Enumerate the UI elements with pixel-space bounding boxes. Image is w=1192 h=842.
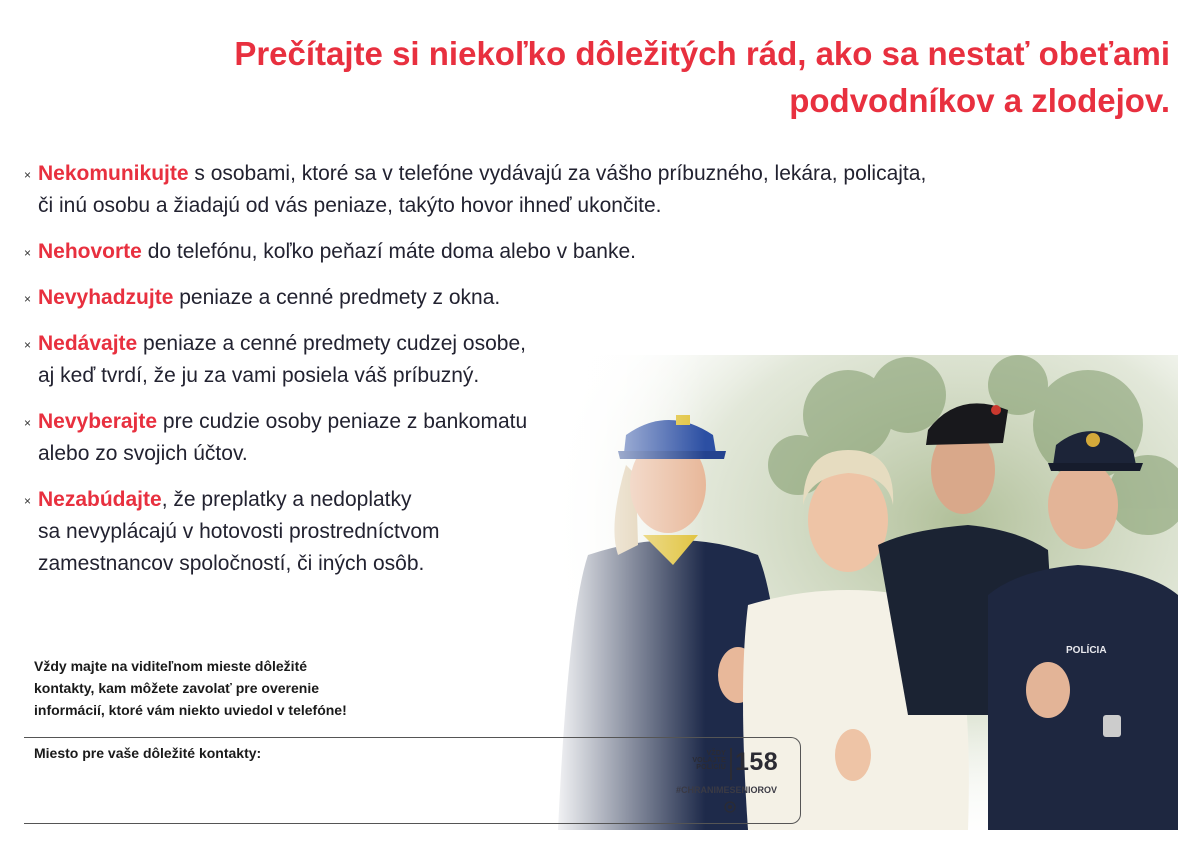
note-line-2: kontakty, kam môžete zavolať pre overenie — [34, 680, 320, 696]
bullet-icon: × — [24, 246, 32, 260]
title-line-1: Prečítajte si niekoľko dôležitých rád, ako sa nestať obeťami — [234, 35, 1170, 72]
rule-item — [24, 236, 1164, 268]
rule-keyword: Nevyberajte — [38, 410, 158, 433]
bullet-icon: × — [24, 416, 32, 430]
divider — [730, 748, 732, 780]
contacts-label: Miesto pre vaše dôležité kontakty: — [34, 745, 262, 761]
rule-keyword: Nedávajte — [38, 332, 138, 355]
rule-keyword: Nehovorte — [38, 240, 142, 263]
bullet-icon: × — [24, 494, 32, 508]
rule-text-line-1: do telefónu, koľko peňazí máte doma alebo v banke. — [141, 240, 636, 263]
rule-text-line-2: aj keď tvrdí, že ju za vami posiela váš príbuzný. — [38, 364, 480, 387]
rule-text-line-1: pre cudzie osoby peniaze z bankomatu — [157, 410, 528, 433]
police-hotline-logo — [676, 748, 786, 818]
rule-text-line-2: sa nevyplácajú v hotovosti prostredníctvom — [38, 520, 440, 543]
rule-item — [24, 158, 1164, 222]
hotline-caption-2: VOLAJTE — [692, 757, 726, 764]
note-line-3: informácií, ktoré vám niekto uviedol v telefóne! — [34, 702, 347, 718]
hashtag: #CHRANIMESENIOROV — [676, 785, 778, 795]
page-title — [30, 30, 1170, 124]
rule-text-line-2: či inú osobu a žiadajú od vás peniaze, takýto hovor ihneď ukončite. — [38, 194, 662, 217]
rule-keyword: Nezabúdajte — [38, 488, 162, 511]
rule-text-line-1: peniaze a cenné predmety cudzej osobe, — [137, 332, 526, 355]
title-line-2: podvodníkov a zlodejov. — [789, 82, 1170, 119]
rule-text-line-3: zamestnancov spoločností, či iných osôb. — [38, 552, 425, 575]
rule-keyword: Nevyhadzujte — [38, 286, 174, 309]
rule-text-line-1: s osobami, ktoré sa v telefóne vydávajú za vášho príbuzného, lekára, policajta, — [188, 162, 927, 185]
hotline-caption — [676, 750, 726, 771]
bullet-icon: × — [24, 338, 32, 352]
rule-text-line-2: alebo zo svojich účtov. — [38, 442, 248, 465]
police-seal-icon — [724, 801, 736, 813]
note-line-1: Vždy majte na viditeľnom mieste dôležité — [34, 658, 308, 674]
hotline-caption-3: POLÍCIU — [696, 764, 726, 771]
rule-text-line-1: peniaze a cenné predmety z okna. — [173, 286, 501, 309]
bullet-icon: × — [24, 292, 32, 306]
bullet-icon: × — [24, 168, 32, 182]
hotline-number: 158 — [735, 748, 779, 776]
rule-item — [24, 282, 1164, 314]
hotline-caption-1: VŽDY — [706, 750, 726, 757]
rule-text-line-1: , že preplatky a nedoplatky — [161, 488, 412, 511]
important-contacts-note — [34, 655, 464, 721]
rule-keyword: Nekomunikujte — [38, 162, 189, 185]
